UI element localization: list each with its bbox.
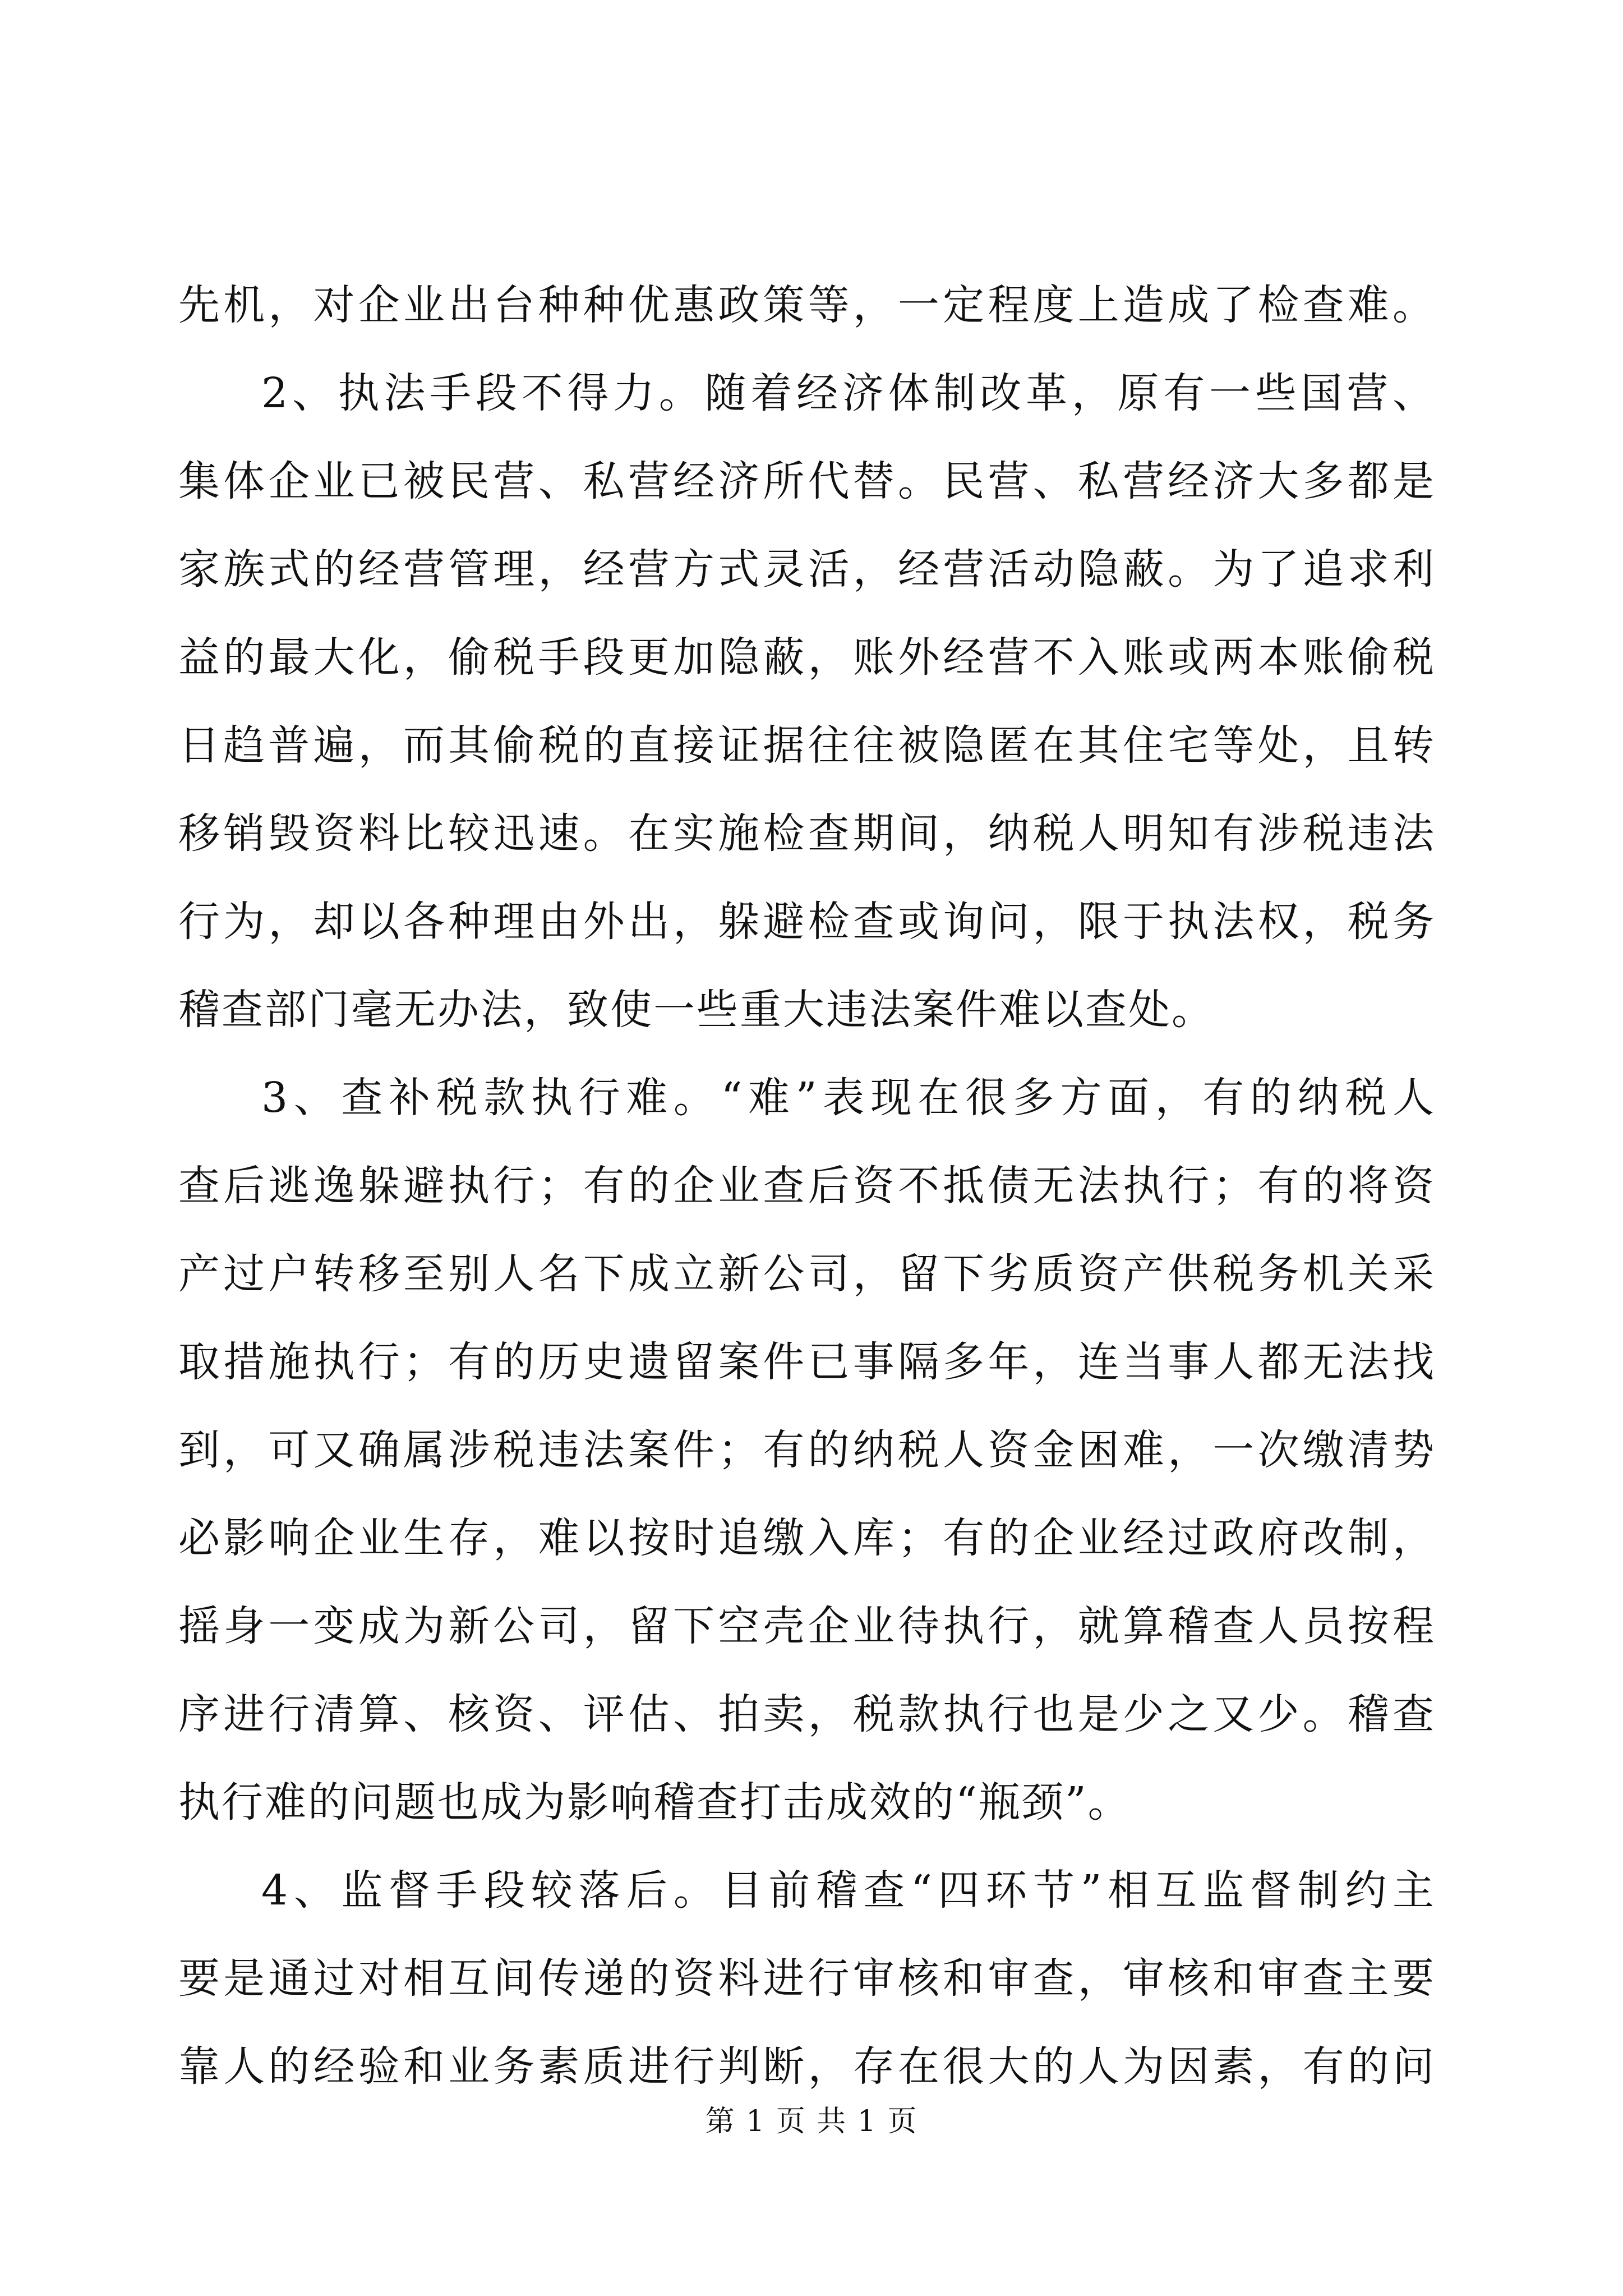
text-line-5: 益的最大化，偷税手段更加隐蔽，账外经营不入账或两本账偷税 (178, 633, 1436, 682)
text-line-21: 靠人的经验和业务素质进行判断，存在很大的人为因素，有的问 (178, 2042, 1436, 2091)
text-line-13: 取措施执行；有的历史遗留案件已事隔多年，连当事人都无法找 (178, 1338, 1436, 1386)
text-line-18: 执行难的问题也成为影响稽查打击成效的“瓶颈”。 (178, 1778, 1131, 1826)
text-line-8: 行为，却以各种理由外出，躲避检查或询问，限于执法权，税务 (178, 898, 1436, 946)
text-line-19: 4、监督手段较落后。目前稽查“四环节”相互监督制约主 (261, 1866, 1436, 1915)
text-line-17: 序进行清算、核资、评估、拍卖，税款执行也是少之又少。稽查 (178, 1690, 1436, 1738)
text-line-3: 集体企业已被民营、私营经济所代替。民营、私营经济大多都是 (178, 457, 1436, 505)
text-line-7: 移销毁资料比较迅速。在实施检查期间，纳税人明知有涉税违法 (178, 809, 1436, 858)
text-line-1: 先机，对企业出台种种优惠政策等，一定程度上造成了检查难。 (178, 281, 1436, 329)
text-line-14: 到，可又确属涉税违法案件；有的纳税人资金困难，一次缴清势 (178, 1426, 1436, 1474)
text-line-9: 稽查部门毫无办法，致使一些重大违法案件难以查处。 (178, 986, 1215, 1034)
text-line-20: 要是通过对相互间传递的资料进行审核和审查，审核和审查主要 (178, 1954, 1436, 2003)
document-body (178, 261, 1436, 2111)
text-line-11: 查后逃逸躲避执行；有的企业查后资不抵债无法执行；有的将资 (178, 1162, 1436, 1210)
page-footer: 第 1 页 共 1 页 (705, 2105, 918, 2138)
text-line-6: 日趋普遍，而其偷税的直接证据往往被隐匿在其住宅等处，且转 (178, 721, 1436, 770)
text-line-16: 摇身一变成为新公司，留下空壳企业待执行，就算稽查人员按程 (178, 1602, 1436, 1650)
text-line-2: 2、执法手段不得力。随着经济体制改革，原有一些国营、 (261, 369, 1436, 417)
text-line-4: 家族式的经营管理，经营方式灵活，经营活动隐蔽。为了追求利 (178, 545, 1436, 593)
text-line-10: 3、查补税款执行难。“难”表现在很多方面，有的纳税人 (261, 1074, 1436, 1122)
text-line-12: 产过户转移至别人名下成立新公司，留下劣质资产供税务机关采 (178, 1250, 1436, 1298)
text-line-15: 必影响企业生存，难以按时追缴入库；有的企业经过政府改制， (178, 1514, 1436, 1562)
